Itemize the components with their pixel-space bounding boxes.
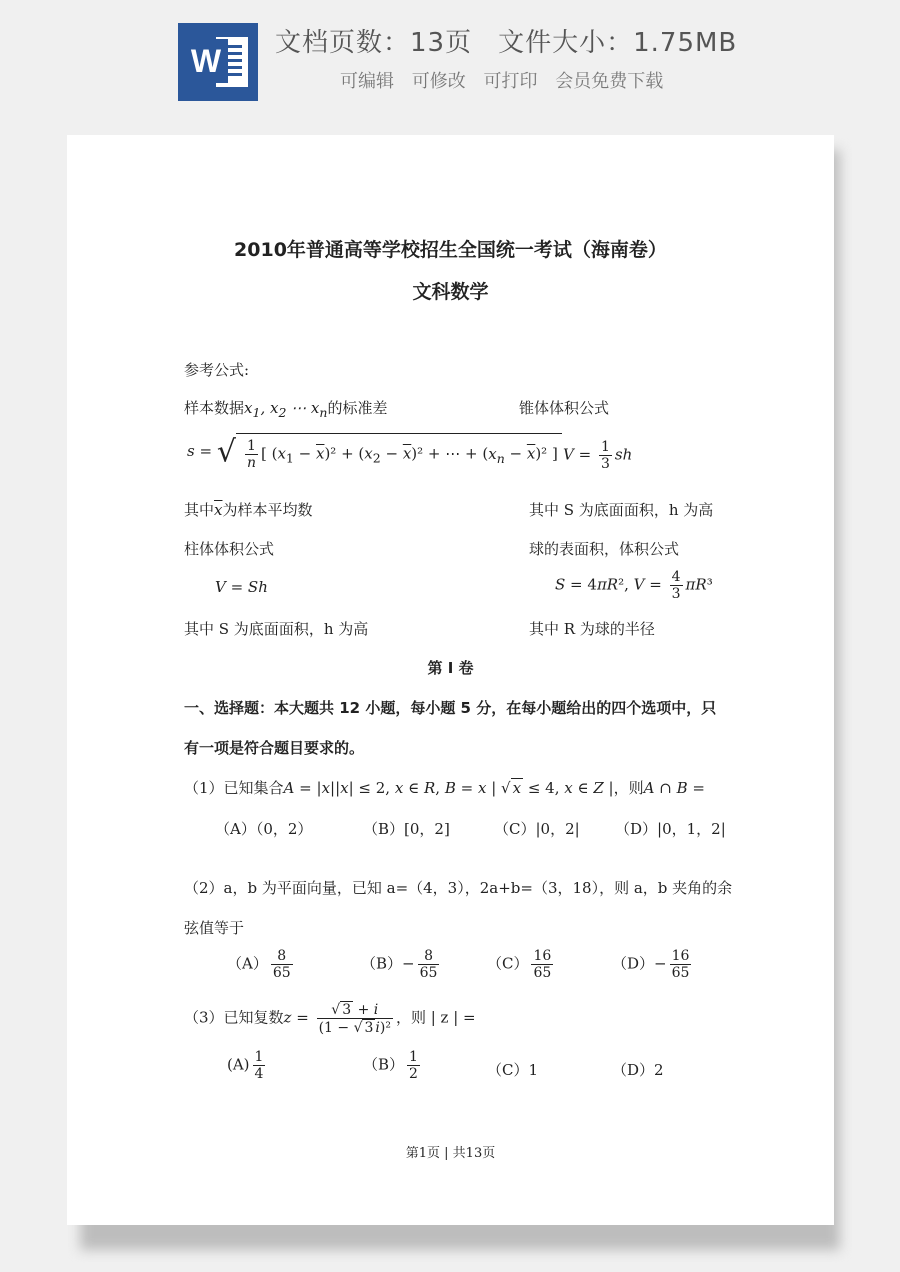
banner-title <box>275 22 737 59</box>
sample-vars: $x_1$, $x_2$ ⋯ $x_n$ <box>244 399 328 420</box>
sphere-label: 球的表面积，体积公式 <box>529 540 680 558</box>
q1-option-a[interactable]: （A）（0，2） <box>215 820 313 838</box>
q2-option-b[interactable]: （B）− $\frac{8}{65}$ <box>361 948 438 981</box>
action-member-download[interactable]: 会员免费下载 <box>555 71 664 92</box>
q1-option-b[interactable]: （B）[0，2] <box>363 820 450 838</box>
banner-actions <box>340 67 675 93</box>
doc-title: 2010年普通高等学校招生全国统一考试（海南卷） <box>234 239 667 261</box>
question-3-stem: （3）已知复数z = $\frac{√ 3 + i}{\text{(1 − √ 3 i)²}}$ ，则 | z | = <box>184 1002 476 1036</box>
q3-option-c[interactable]: （C）1 <box>487 1061 539 1079</box>
q3-option-b[interactable]: （B） $\frac{1}{2}$ <box>363 1049 418 1082</box>
prism-formula: V = Sh <box>215 578 268 596</box>
cone-label: 锥体体积公式 <box>519 399 610 417</box>
q2-option-c[interactable]: （C） $\frac{16}{65}$ <box>487 948 552 981</box>
part-heading: 第 I 卷 <box>427 659 474 677</box>
question-2-line2: 弦值等于 <box>184 919 245 937</box>
document-page <box>67 135 834 1225</box>
page-footer: 第1页 | 共13页 <box>405 1146 496 1161</box>
word-document-icon <box>178 23 258 101</box>
section-heading-line1: 一、选择题：本大题共 12 小题，每小题 5 分，在每小题给出的四个选项中，只 <box>184 699 717 717</box>
prism-note: 其中 S 为底面面积，h 为高 <box>184 620 369 638</box>
q2-option-d[interactable]: （D）− $\frac{16}{65}$ <box>612 948 690 981</box>
doc-subtitle: 文科数学 <box>412 281 489 303</box>
std-dev-formula: s = √ $\frac{1}{n}$ [ $(x_1 - \overline{x})^2 + (x_2 - \overline{x})^2$ + ⋯ + $(x_n - \overline{x})^2$ ] <box>187 433 562 471</box>
q3-option-d[interactable]: （D）2 <box>612 1061 664 1079</box>
q2-option-a[interactable]: （A） $\frac{8}{65}$ <box>227 948 291 981</box>
sphere-formula: S = 4πR², V = $\frac{4}{3}$ πR³ <box>555 569 713 602</box>
question-1-stem: （1）已知集合A = |x||x| ≤ 2, x ∈ R, B = x | √ x ≤ 4, x ∈ Z |，则A ∩ B = <box>184 779 705 797</box>
action-modifiable: 可修改 <box>411 71 466 92</box>
sphere-note: 其中 R 为球的半径 <box>529 620 655 638</box>
prism-label: 柱体体积公式 <box>184 540 275 558</box>
action-editable: 可编辑 <box>340 71 394 92</box>
ref-label: 参考公式: <box>184 361 250 379</box>
q3-option-a[interactable]: (A) $\frac{1}{4}$ <box>227 1049 264 1082</box>
action-printable: 可打印 <box>483 71 538 92</box>
file-size: 文件大小：1.75MB <box>498 28 738 58</box>
question-2-line1: （2）a，b 为平面向量，已知 a=（4，3），2a+b=（3，18），则 a，b 夹角的余 <box>184 879 733 897</box>
q1-option-d[interactable]: （D）|0，1，2| <box>615 820 726 838</box>
std-label: 样本数据$x_1$, $x_2$ ⋯ $x_n$的标准差 <box>184 399 388 420</box>
cone-note: 其中 S 为底面面积，h 为高 <box>529 501 714 519</box>
cone-formula: V = $\frac{1}{3}$ sh <box>563 439 633 472</box>
page-count: 文档页数：13页 <box>275 28 473 58</box>
mean-note: 其中$\overline{x}$为样本平均数 <box>184 501 313 519</box>
q1-option-c[interactable]: （C）|0，2| <box>494 820 580 838</box>
word-logo-letter: W <box>184 39 228 83</box>
section-heading-line2: 有一项是符合题目要求的。 <box>184 739 365 757</box>
banner <box>0 0 900 118</box>
